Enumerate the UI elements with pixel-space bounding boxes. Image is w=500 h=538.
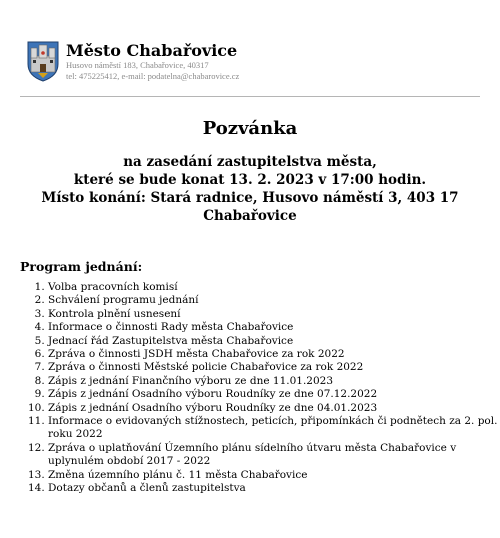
agenda-item: 11. Informace o evidovaných stížnostech, peticích, připomínkách či podnětech za 2. pol. roku 2022 [48,415,498,442]
letterhead [20,40,480,96]
document-title: Pozvánka [202,118,298,139]
agenda-item: 9. Zápis z jednání Osadního výboru Roudníky ze dne 07.12.2022 [48,388,498,401]
town-crest-icon [26,40,60,82]
agenda-item: 1. Volba pracovních komisí [48,281,498,294]
town-contact: tel: 475225412, e-mail: podatelna@chabarovice.cz [66,71,240,81]
town-name: Město Chabařovice [66,41,238,60]
agenda-item: 3. Kontrola plnění usnesení [48,308,498,321]
header-divider [20,96,480,97]
invitation-line-1: na zasedání zastupitelstva města, [123,154,377,170]
agenda-item: 6. Zpráva o činnosti JSDH města Chabařovice za rok 2022 [48,348,498,361]
invitation-details [40,153,460,225]
agenda-item: 13. Změna územního plánu č. 11 města Chabařovice [48,469,498,482]
invitation-line-2: které se bude konat 13. 2. 2023 v 17:00 hodin. [73,172,427,188]
agenda-item: 10. Zápis z jednání Osadního výboru Roudníky ze dne 04.01.2023 [48,402,498,415]
agenda-item: 2. Schválení programu jednání [48,294,498,307]
program-heading: Program jednání: [20,259,143,274]
agenda-item: 4. Informace o činnosti Rady města Chabařovice [48,321,498,334]
town-address: Husovo náměstí 183, Chabařovice, 40317 [66,60,209,70]
agenda-item: 7. Zpráva o činnosti Městské policie Chabařovice za rok 2022 [48,361,498,374]
invitation-line-3: Místo konání: Stará radnice, Husovo náměstí 3, 403 17 Chabařovice [41,190,459,224]
agenda-item: 12. Zpráva o uplatňování Územního plánu sídelního útvaru města Chabařovice v uplynulém období 2017 - 2022 [48,442,498,469]
agenda-list [20,281,498,496]
agenda-item: 8. Zápis z jednání Finančního výboru ze dne 11.01.2023 [48,375,498,388]
agenda-item: 14. Dotazy občanů a členů zastupitelstva [48,482,498,495]
agenda-item: 5. Jednací řád Zastupitelstva města Chabařovice [48,335,498,348]
